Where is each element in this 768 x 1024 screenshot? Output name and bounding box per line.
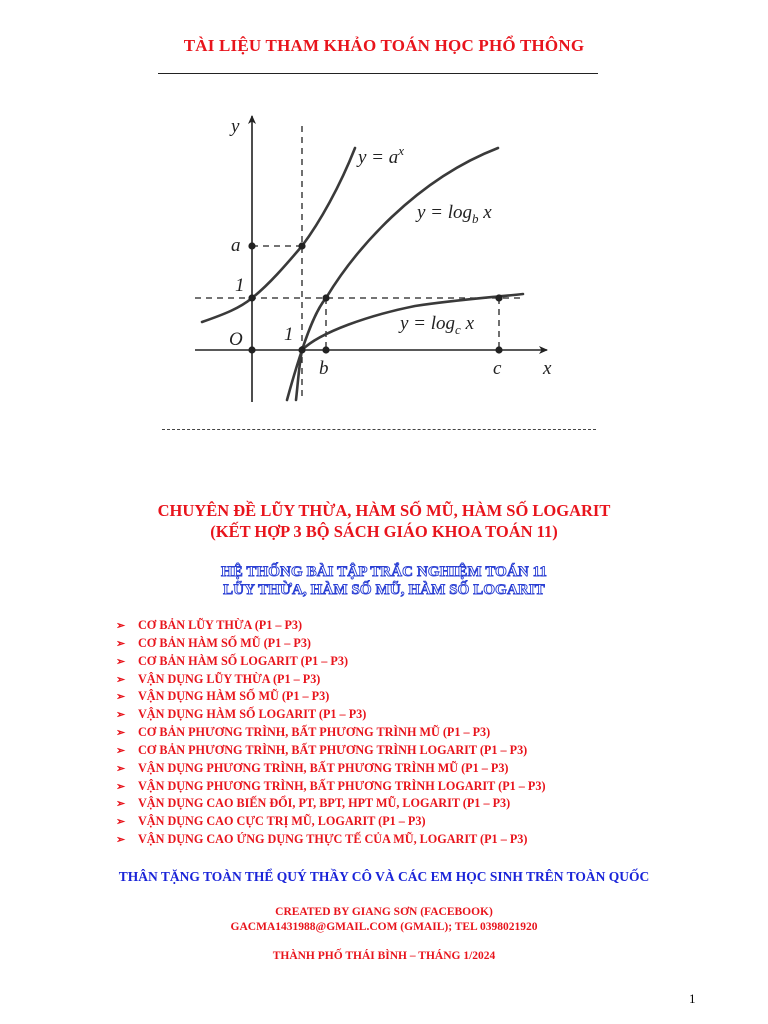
section-divider [162,429,596,430]
dedication: THÂN TẶNG TOÀN THỂ QUÝ THẦY CÔ VÀ CÁC EM HỌC SINH TRÊN TOÀN QUỐC [118,869,650,884]
list-item: ➢ VẬN DỤNG HÀM SỐ MŨ (P1 – P3) [116,688,546,706]
credits [0,905,768,935]
place-date: THÀNH PHỐ THÁI BÌNH – THÁNG 1/2024 [272,950,496,962]
axis-label-x: x [543,358,552,379]
point-a-on-y [248,242,255,249]
topic-title-line1: CHUYÊN ĐỀ LŨY THỪA, HÀM SỐ MŨ, HÀM SỐ LOGARIT [157,501,611,520]
page-title: TÀI LIỆU THAM KHẢO TOÁN HỌC PHỔ THÔNG [183,36,585,55]
arrow-bullet-icon: ➢ [116,816,126,829]
list-item: ➢ CƠ BẢN LŨY THỪA (P1 – P3) [116,617,546,635]
list-item: ➢ VẬN DỤNG CAO BIẾN ĐỔI, PT, BPT, HPT MŨ, LOGARIT (P1 – P3) [116,795,546,813]
arrow-bullet-icon: ➢ [116,620,126,632]
label-b: b [319,358,329,379]
arrow-bullet-icon: ➢ [116,744,126,757]
label-curve-log-b: $y = \log_b x$ [417,202,492,226]
label-curve-log-c: $y = \log_c x$ [400,313,475,337]
axis-label-y: y [231,116,240,137]
point-b [322,346,329,353]
label-a: a [231,235,241,256]
list-item: ➢ VẬN DỤNG HÀM SỐ LOGARIT (P1 – P3) [116,706,546,724]
point-origin [248,346,255,353]
label-c: c [493,358,502,379]
subtitle-line2: LŨY THỪA, HÀM SỐ MŨ, HÀM SỐ LOGARIT [223,582,545,598]
point-logb-1 [322,294,329,301]
topic-title-line2: (KẾT HỢP 3 BỘ SÁCH GIÁO KHOA TOÁN 11) [210,522,558,541]
label-1-y: 1 [235,275,245,296]
arrow-bullet-icon: ➢ [116,673,126,686]
list-item: ➢ VẬN DỤNG PHƯƠNG TRÌNH, BẤT PHƯƠNG TRÌNH LOGARIT (P1 – P3) [116,778,546,796]
list-item: ➢ CƠ BẢN PHƯƠNG TRÌNH, BẤT PHƯƠNG TRÌNH MŨ (P1 – P3) [116,724,546,742]
list-item: ➢ CƠ BẢN PHƯƠNG TRÌNH, BẤT PHƯƠNG TRÌNH LOGARIT (P1 – P3) [116,742,546,760]
point-logc-1 [495,294,502,301]
arrow-bullet-icon: ➢ [116,762,126,775]
arrow-bullet-icon: ➢ [116,798,126,811]
point-exp-a [298,242,305,249]
arrow-bullet-icon: ➢ [116,637,126,650]
label-1-x: 1 [284,324,294,345]
page-number: 1 [689,991,696,1006]
point-x-1 [298,346,305,353]
arrow-bullet-icon: ➢ [116,691,126,704]
curve-exponential [202,148,355,322]
label-origin: O [229,329,243,350]
subtitle-line1: HỆ THỐNG BÀI TẬP TRẮC NGHIỆM TOÁN 11 [220,564,548,580]
topic-list [116,617,546,849]
list-item: ➢ CƠ BẢN HÀM SỐ MŨ (P1 – P3) [116,635,546,653]
arrow-bullet-icon: ➢ [116,655,126,668]
list-item: ➢ CƠ BẢN HÀM SỐ LOGARIT (P1 – P3) [116,653,546,671]
list-item: ➢ VẬN DỤNG LŨY THỪA (P1 – P3) [116,671,546,689]
arrow-bullet-icon: ➢ [116,834,126,847]
label-curve-exponential: $y = a^x$ [358,143,405,168]
list-item: ➢ VẬN DỤNG CAO ỨNG DỤNG THỰC TẾ CỦA MŨ, LOGARIT (P1 – P3) [116,831,546,849]
subtitle [0,563,768,599]
point-c [495,346,502,353]
credits-contact: GACMA1431988@GMAIL.COM (GMAIL); TEL 0398021920 [230,921,538,933]
topic-title [0,500,768,542]
curve-log-c [296,294,523,400]
credits-author: CREATED BY GIANG SƠN (FACEBOOK) [275,906,493,918]
list-item: ➢ VẬN DỤNG CAO CỰC TRỊ MŨ, LOGARIT (P1 – P3) [116,813,546,831]
arrow-bullet-icon: ➢ [116,709,126,722]
arrow-bullet-icon: ➢ [116,727,126,740]
list-item: ➢ VẬN DỤNG PHƯƠNG TRÌNH, BẤT PHƯƠNG TRÌNH MŨ (P1 – P3) [116,760,546,778]
header-rule [158,73,598,74]
point-1-on-y [248,294,255,301]
function-graph [195,110,565,405]
arrow-bullet-icon: ➢ [116,780,126,793]
